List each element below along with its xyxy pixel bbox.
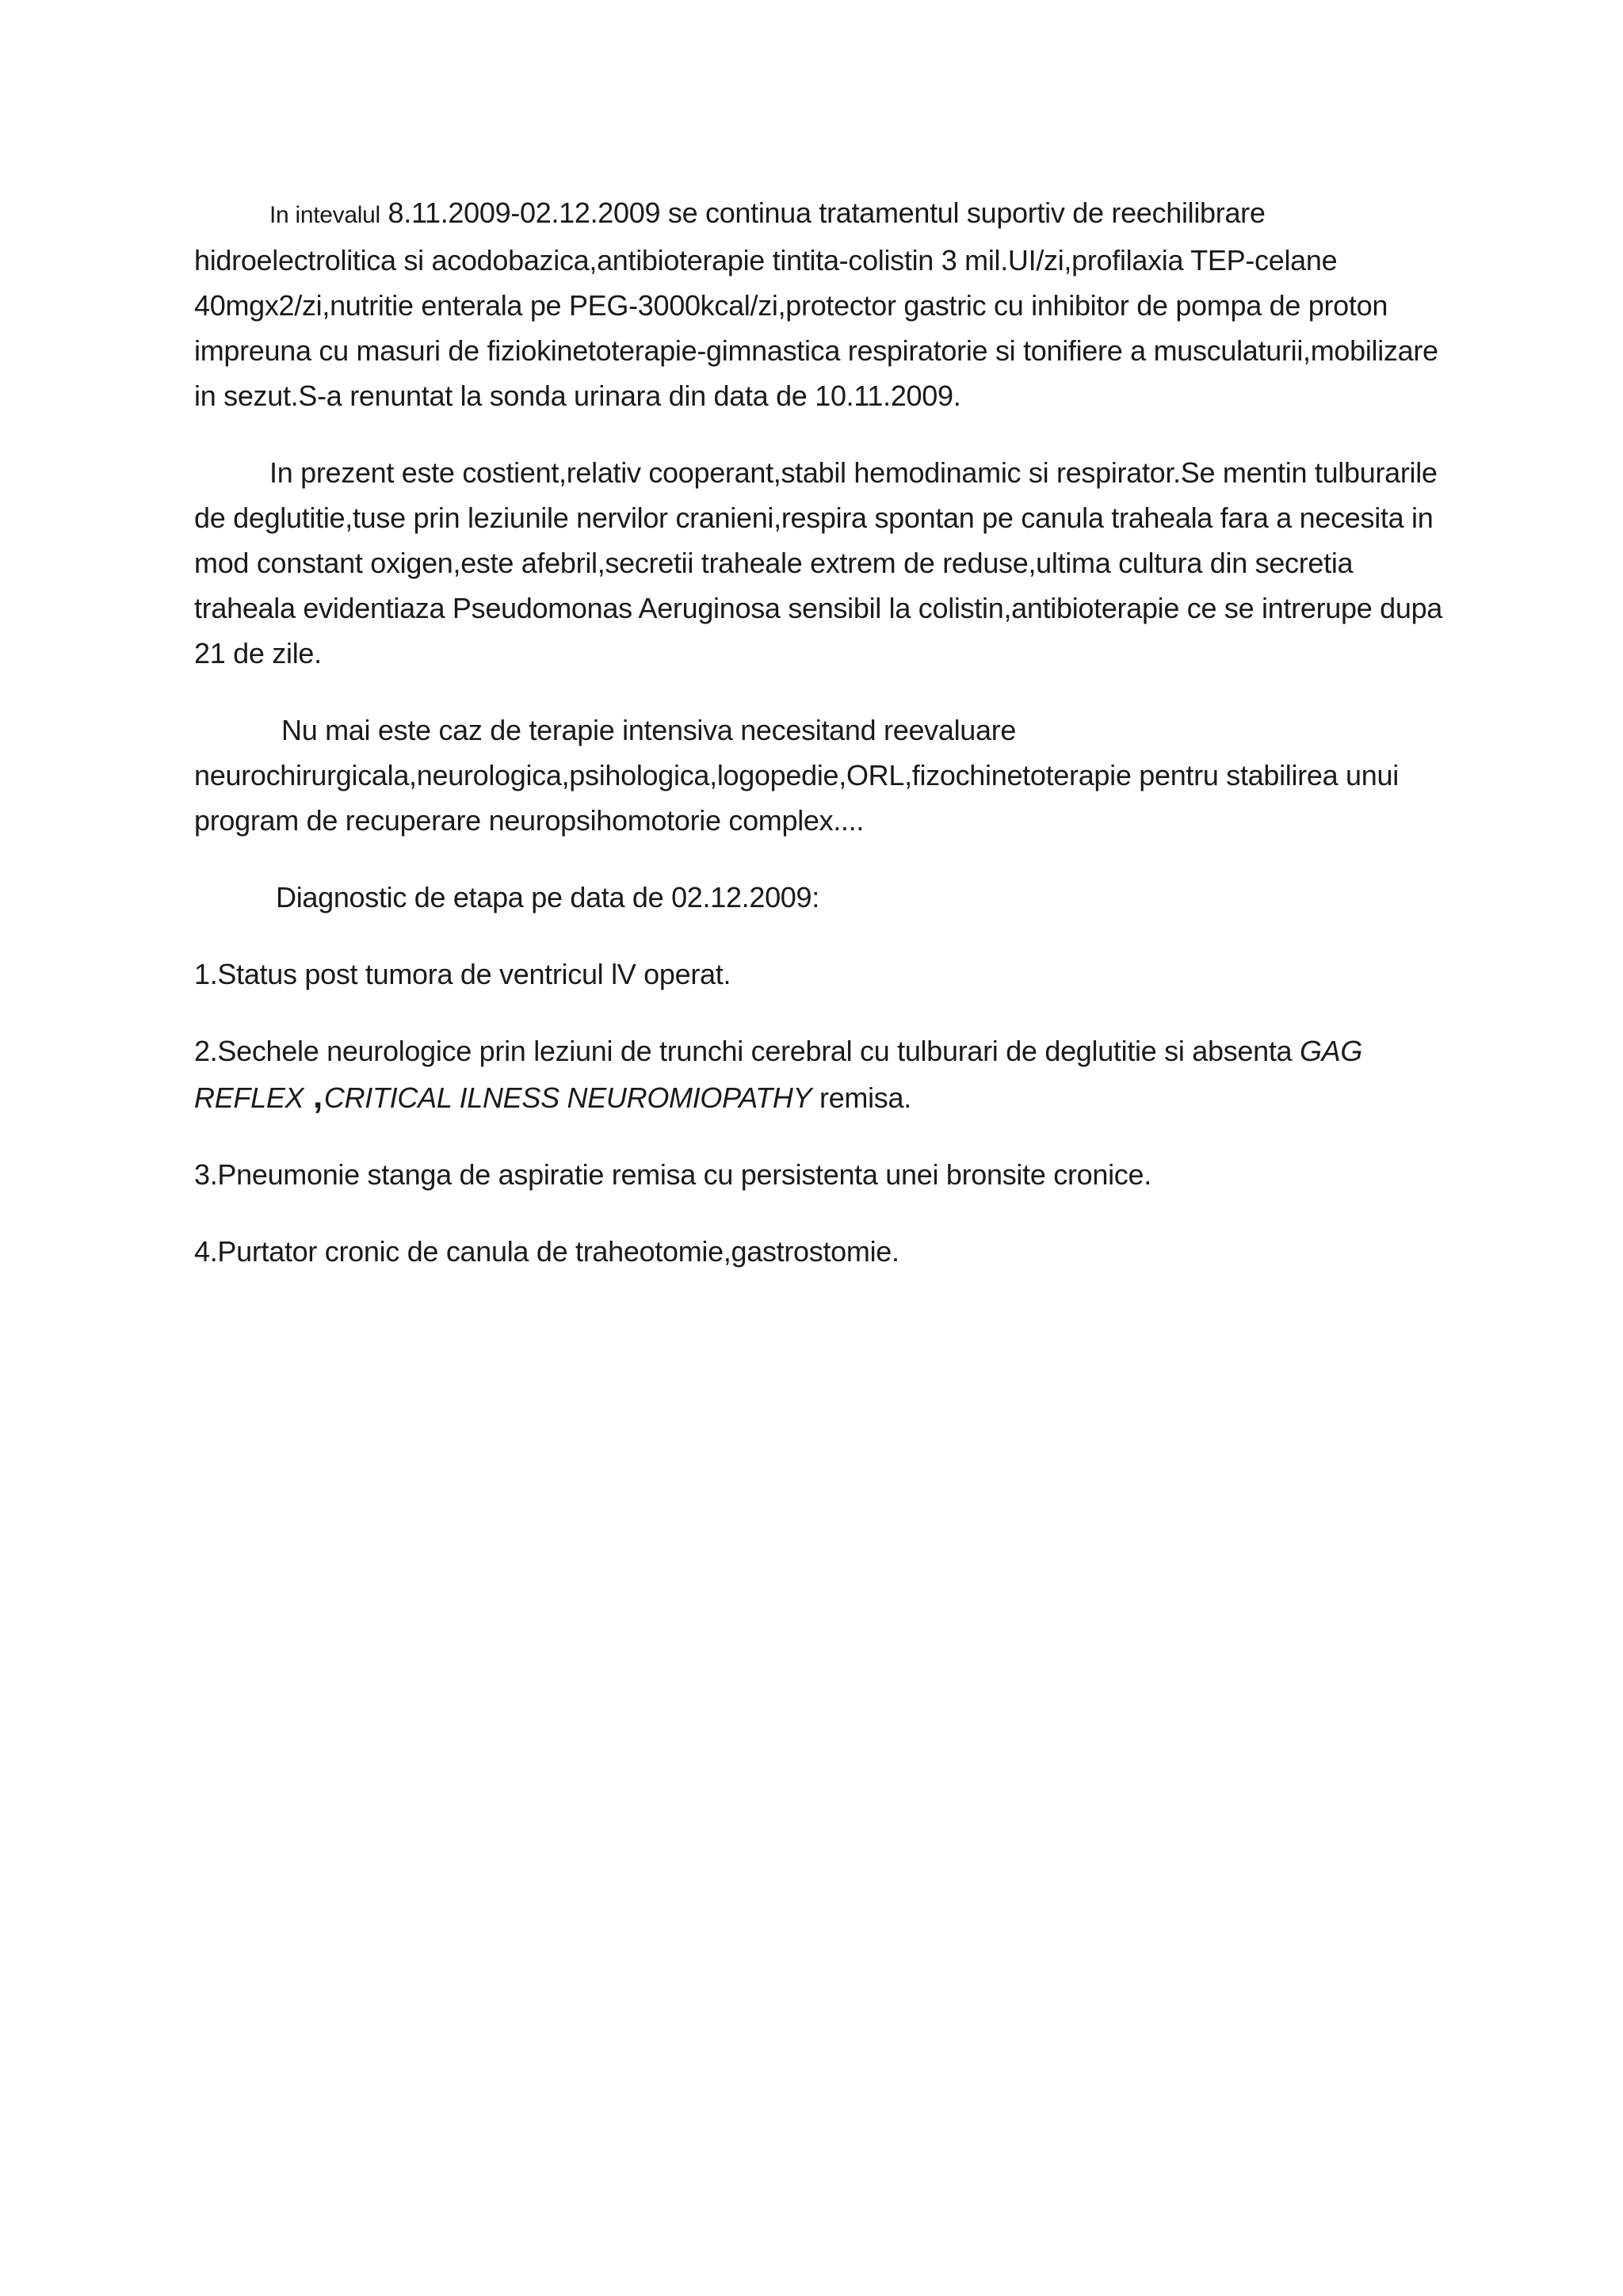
diagnosis-item-4: 4.Purtator cronic de canula de traheotomie,gastrostomie. bbox=[194, 1235, 899, 1268]
diagnosis-item-2-tail: remisa. bbox=[812, 1081, 911, 1114]
diagnosis-item-2-text: 2.Sechele neurologice prin leziuni de trunchi cerebral cu tulburari de deglutitie si absenta bbox=[194, 1035, 1300, 1067]
diagnosis-item-2-comma: , bbox=[312, 1077, 323, 1116]
diagnosis-item-3: 3.Pneumonie stanga de aspiratie remisa cu persistenta unei bronsite cronice. bbox=[194, 1158, 1151, 1191]
diagnosis-item-2 bbox=[194, 1028, 1446, 1120]
paragraph-treatment bbox=[194, 190, 1446, 418]
paragraph-recommendation: Nu mai este caz de terapie intensiva necesitand reevaluare neurochirurgicala,neurologica,psihologica,logopedie,ORL,fizochinetoterapie pentru stabilirea unui program de recuperare neuropsihomotorie complex.... bbox=[194, 714, 1399, 837]
paragraph-current-state: In prezent este costient,relativ cooperant,stabil hemodinamic si respirator.Se mentin tulburarile de deglutitie,tuse prin leziunile nervilor cranieni,respira spontan pe canula traheala fara a necesita in mod constant oxigen,este afebril,secretii traheale extrem de reduse,ultima cultura din secretia traheala evidentiaza Pseudomonas Aeruginosa sensibil la colistin,antibioterapie ce se intrerupe dupa 21 de zile. bbox=[194, 456, 1443, 669]
paragraph-treatment-body: 8.11.2009-02.12.2009 se continua tratamentul suportiv de reechilibrare hidroelectrolitica si acodobazica,antibioterapie tintita-colistin 3 mil.UI/zi,profilaxia TEP-celane 40mgx2/zi,nutritie enterala pe PEG-3000kcal/zi,protector gastric cu inhibitor de pompa de proton impreuna cu masuri de fiziokinetoterapie-gimnastica respiratorie si tonifiere a musculaturii,mobilizare in sezut.S-a renuntat la sonda urinara din data de 10.11.2009. bbox=[194, 196, 1438, 412]
diagnosis-item-2-neuromiopathy: CRITICAL ILNESS NEUROMIOPATHY bbox=[323, 1081, 812, 1114]
diagnosis-item-2-gag-reflex: GAG REFLEX bbox=[194, 1035, 1363, 1114]
paragraph-lead: In intevalul bbox=[269, 202, 380, 228]
paragraph-diagnosis-heading: Diagnostic de etapa pe data de 02.12.2009: bbox=[276, 881, 819, 913]
diagnosis-item-1: 1.Status post tumora de ventricul lV operat. bbox=[194, 958, 731, 990]
document-page bbox=[194, 190, 1446, 1306]
